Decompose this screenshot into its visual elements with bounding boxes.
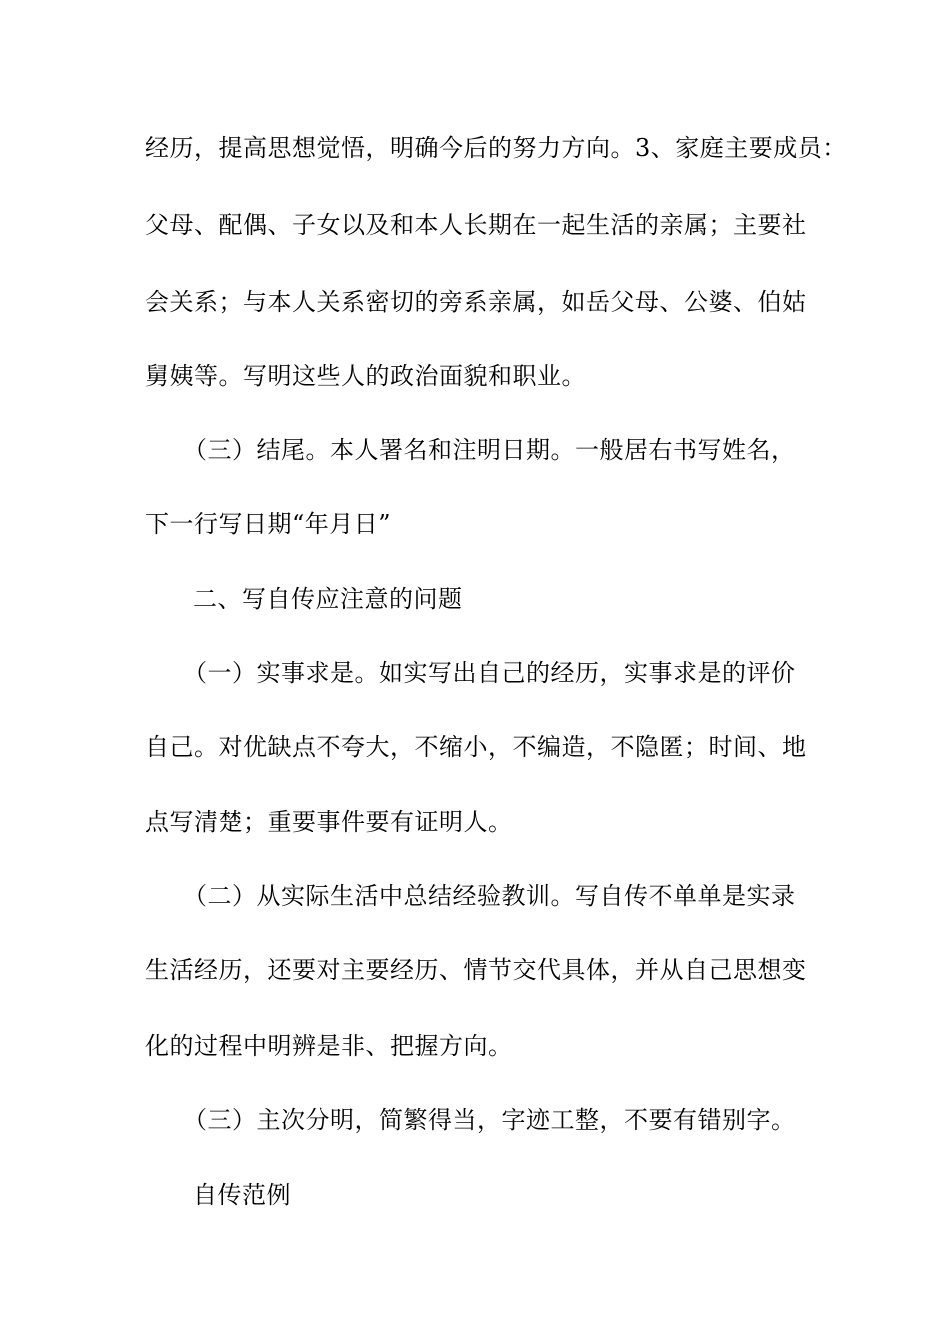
section-heading: 自传范例 [193, 1181, 291, 1209]
paragraph-line: 父母、配偶、子女以及和本人长期在一起生活的亲属；主要社 [145, 211, 807, 239]
paragraph-line: 生活经历，还要对主要经历、情节交代具体，并从自己思想变 [145, 956, 807, 984]
section-heading: 二、写自传应注意的问题 [193, 585, 463, 613]
paragraph-line: （三）结尾。本人署名和注明日期。一般居右书写姓名， [183, 436, 796, 464]
paragraph-line: 舅姨等。写明这些人的政治面貌和职业。 [145, 362, 586, 390]
paragraph-line: （三）主次分明，简繁得当，字迹工整，不要有错别字。 [183, 1106, 796, 1134]
paragraph-line: 化的过程中明辨是非、把握方向。 [145, 1032, 513, 1060]
paragraph-line: （一）实事求是。如实写出自己的经历，实事求是的评价 [183, 659, 796, 687]
paragraph-line: （二）从实际生活中总结经验教训。写自传不单单是实录 [183, 882, 796, 910]
paragraph-line: 点写清楚；重要事件要有证明人。 [145, 808, 513, 836]
paragraph-line: 下一行写日期“年月日” [145, 510, 392, 538]
paragraph-line: 经历，提高思想觉悟，明确今后的努力方向。3、家庭主要成员： [145, 134, 847, 162]
paragraph-line: 会关系；与本人关系密切的旁系亲属，如岳父母、公婆、伯姑 [145, 288, 807, 316]
paragraph-line: 自己。对优缺点不夸大，不缩小，不编造，不隐匿；时间、地 [145, 733, 807, 761]
